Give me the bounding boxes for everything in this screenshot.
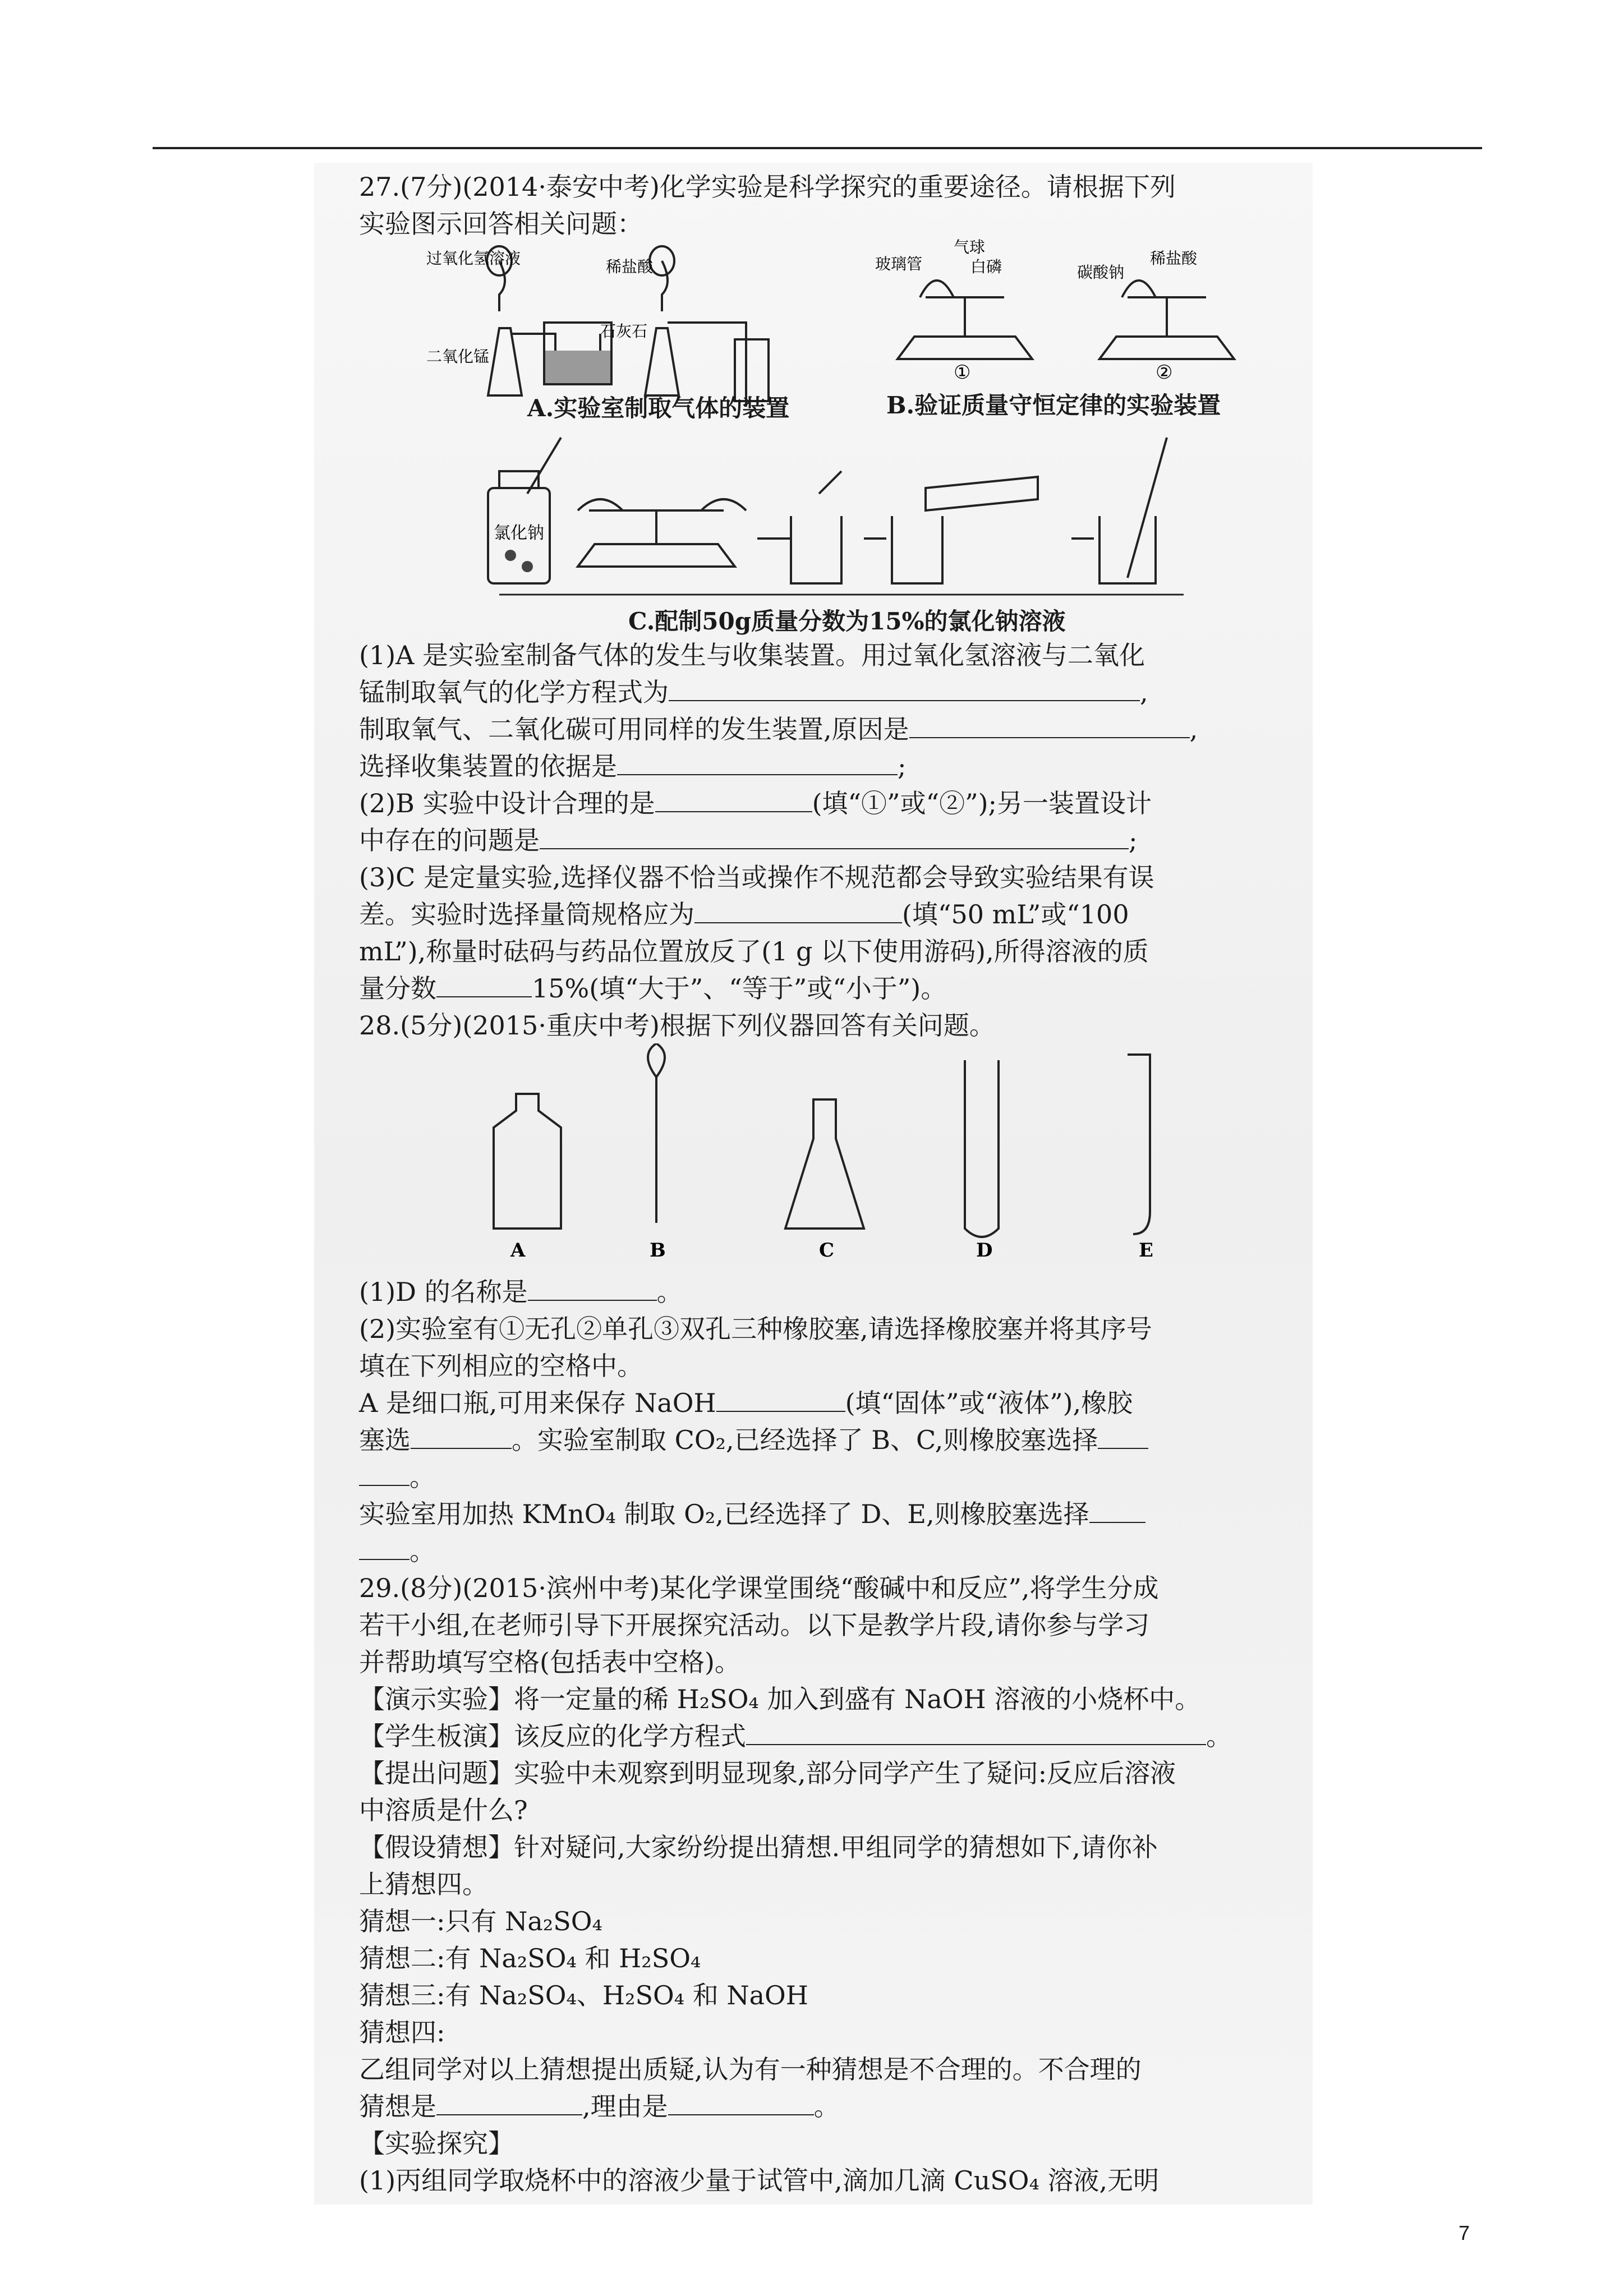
blank-stopper-o2-cont[interactable] xyxy=(359,1533,410,1560)
q27-header: 27.(7分)(2014·泰安中考)化学实验是科学探究的重要途径。请根据下列 xyxy=(359,172,1176,202)
q29-l7: 中溶质是什么? xyxy=(359,1795,528,1825)
q29-l14: 乙组同学对以上猜想提出质疑,认为有一种猜想是不合理的。不合理的 xyxy=(359,2054,1142,2085)
blank-reason[interactable] xyxy=(909,711,1190,738)
blank-neutralization-equation[interactable] xyxy=(746,1718,1206,1745)
q27-p3-line xyxy=(359,896,1268,933)
label-white-p: 白磷 xyxy=(970,257,1002,276)
q27-p3a: (3)C 是定量实验,选择仪器不恰当或操作不规范都会导致实验结果有误 xyxy=(359,862,1154,892)
fig-c-caption: C.配制50g质量分数为15%的氯化钠溶液 xyxy=(628,608,1066,635)
q29-l15a: 猜想是 xyxy=(359,2091,436,2122)
q29-l15b: ,理由是 xyxy=(582,2091,668,2122)
q28-p2c: A 是细口瓶,可用来保存 NaOH xyxy=(359,1388,716,1418)
blank-unreasonable-guess[interactable] xyxy=(436,2088,582,2115)
q27-p1c: 制取氧气、二氧化碳可用同样的发生装置,原因是 xyxy=(359,714,909,744)
q29-l10: 猜想一:只有 Na₂SO₄ xyxy=(359,1906,602,1936)
figure-b-balance-apparatus xyxy=(875,236,1268,381)
blank-mass-fraction[interactable] xyxy=(436,970,532,997)
label-na2co3: 碳酸钠 xyxy=(1077,263,1125,282)
q27-header-2: 实验图示回答相关问题： xyxy=(359,209,643,239)
label-circle-1: ① xyxy=(954,361,971,381)
label-nacl: 氯化钠 xyxy=(494,523,544,543)
q27-p2c: 中存在的问题是 xyxy=(359,825,540,855)
q28-p2c-line xyxy=(359,1384,1268,1421)
q27-p1b-line: 锰制取氧气的化学方程式为 , xyxy=(359,674,1268,711)
q28-p2d: (填“固体”或“液体”),橡胶 xyxy=(845,1388,1133,1418)
q29-l16: 【实验探究】 xyxy=(359,2128,514,2159)
label-hcl-a: 稀盐酸 xyxy=(606,257,654,276)
blank-stopper-co2[interactable] xyxy=(1098,1422,1148,1449)
q27-p2a: (2)B 实验中设计合理的是 xyxy=(359,788,655,818)
q29-l15c: 。 xyxy=(813,2091,840,2122)
q27-p3e: 量分数 xyxy=(359,973,436,1004)
figure-a-gas-apparatus xyxy=(393,238,853,407)
q27-p2c-line: 中存在的问题是 ; xyxy=(359,822,1268,859)
q29-l12: 猜想三:有 Na₂SO₄、H₂SO₄ 和 NaOH xyxy=(359,1980,808,2010)
q27-p1b: 锰制取氧气的化学方程式为 xyxy=(359,677,669,707)
q27-p3e-line xyxy=(359,970,1268,1007)
page-number: 7 xyxy=(1458,2221,1470,2244)
q29-l11: 猜想二:有 Na₂SO₄ 和 H₂SO₄ xyxy=(359,1943,701,1973)
q28-p2b: 填在下列相应的空格中。 xyxy=(359,1351,643,1381)
q29-l8: 【假设猜想】针对疑问,大家纷纷提出猜想.甲组同学的猜想如下,请你补 xyxy=(359,1832,1158,1862)
label-d: D xyxy=(976,1239,993,1262)
q29-l2: 若干小组,在老师引导下开展探究活动。以下是教学片段,请你参与学习 xyxy=(359,1610,1150,1640)
figure-q28-instruments xyxy=(471,1043,1189,1268)
q28-header: 28.(5分)(2015·重庆中考)根据下列仪器回答有关问题。 xyxy=(359,1010,995,1041)
q27-p3c: (填“50 mL”或“100 xyxy=(902,899,1129,930)
q28-p2i: 。 xyxy=(410,1536,435,1566)
blank-reasonable-design[interactable] xyxy=(655,785,812,812)
label-a: A xyxy=(510,1239,526,1262)
label-caco3-a: 石灰石 xyxy=(600,322,648,341)
q28-p2e: 塞选 xyxy=(359,1425,411,1455)
q29-l4: 【演示实验】将一定量的稀 H₂SO₄ 加入到盛有 NaOH 溶液的小烧杯中。 xyxy=(359,1684,1201,1714)
label-balloon: 气球 xyxy=(954,238,986,256)
label-h2o2: 过氧化氢溶液 xyxy=(426,249,521,268)
q27-p1c-line: 制取氧气、二氧化碳可用同样的发生装置,原因是 , xyxy=(359,711,1268,748)
q28-p2e-line xyxy=(359,1421,1268,1458)
blank-stopper-co2-cont[interactable] xyxy=(359,1459,410,1486)
blank-stopper-o2[interactable] xyxy=(1089,1496,1145,1523)
blank-equation[interactable] xyxy=(669,674,1140,701)
q29-l3: 并帮助填写空格(包括表中空格)。 xyxy=(359,1647,740,1677)
q28-p2h: 实验室用加热 KMnO₄ 制取 O₂,已经选择了 D、E,则橡胶塞选择 xyxy=(359,1499,1089,1529)
q28-p2a: (2)实验室有①无孔②单孔③双孔三种橡胶塞,请选择橡胶塞并将其序号 xyxy=(359,1314,1152,1344)
fig-b-caption: B.验证质量守恒定律的实验装置 xyxy=(886,392,1221,419)
label-mno2: 二氧化锰 xyxy=(426,347,490,366)
q27-p2-line xyxy=(359,785,1268,822)
q27-p1a: (1)A 是实验室制备气体的发生与收集装置。用过氧化氢溶液与二氧化 xyxy=(359,640,1145,670)
q27-p3b: 差。实验时选择量筒规格应为 xyxy=(359,899,694,930)
blank-design-problem[interactable] xyxy=(540,822,1129,849)
label-circle-2: ② xyxy=(1156,361,1173,381)
q27-p3f: 15%(填“大于”、“等于”或“小于”)。 xyxy=(532,973,947,1004)
label-glass-tube: 玻璃管 xyxy=(875,255,923,273)
q29-l5: 【学生板演】该反应的化学方程式 xyxy=(359,1721,746,1751)
q27-p1d-line: 选择收集装置的依据是 ; xyxy=(359,748,1268,785)
blank-d-name[interactable] xyxy=(528,1274,657,1301)
q29-l9: 上猜想四。 xyxy=(359,1869,488,1899)
figure-c-solution-prep xyxy=(477,426,1206,600)
q27-p1d: 选择收集装置的依据是 xyxy=(359,751,617,781)
label-e: E xyxy=(1139,1239,1153,1262)
q27-p3d: mL”),称量时砝码与药品位置放反了(1 g 以下使用游码),所得溶液的质 xyxy=(359,936,1149,967)
q29-l6: 【提出问题】实验中未观察到明显现象,部分同学产生了疑问:反应后溶液 xyxy=(359,1758,1176,1788)
q28-p2f: 。实验室制取 CO₂,已经选择了 B、C,则橡胶塞选择 xyxy=(512,1425,1098,1455)
q29-l15-line xyxy=(359,2088,1268,2125)
q29-l13: 猜想四: xyxy=(359,2017,445,2047)
q28-p2i-line xyxy=(359,1533,1268,1570)
q29-l5b: 。 xyxy=(1206,1721,1232,1751)
blank-cylinder-size[interactable] xyxy=(694,896,902,923)
label-hcl-b: 稀盐酸 xyxy=(1150,249,1198,268)
q28-p2g: 。 xyxy=(410,1462,435,1492)
label-c: C xyxy=(819,1239,835,1262)
q28-p1a: (1)D 的名称是 xyxy=(359,1277,528,1307)
header-rule xyxy=(153,147,1482,149)
q28-p1-line xyxy=(359,1273,1268,1310)
q27-p2b: (填“①”或“②”);另一装置设计 xyxy=(812,788,1152,818)
blank-collection-basis[interactable] xyxy=(617,748,898,775)
q29-l5-line xyxy=(359,1718,1268,1755)
q28-p2h-line xyxy=(359,1496,1268,1533)
blank-guess-reason[interactable] xyxy=(668,2088,814,2115)
q29-header: 29.(8分)(2015·滨州中考)某化学课堂围绕“酸碱中和反应”,将学生分成 xyxy=(359,1573,1159,1603)
q29-l17: (1)丙组同学取烧杯中的溶液少量于试管中,滴加几滴 CuSO₄ 溶液,无明 xyxy=(359,2165,1160,2196)
q28-p1b: 。 xyxy=(656,1277,683,1307)
blank-stopper-a[interactable] xyxy=(411,1422,512,1449)
blank-naoh-state[interactable] xyxy=(716,1385,845,1412)
fig-a-caption: A.实验室制取气体的装置 xyxy=(527,394,790,422)
label-b: B xyxy=(650,1239,666,1262)
q28-p2g-line xyxy=(359,1458,1268,1496)
